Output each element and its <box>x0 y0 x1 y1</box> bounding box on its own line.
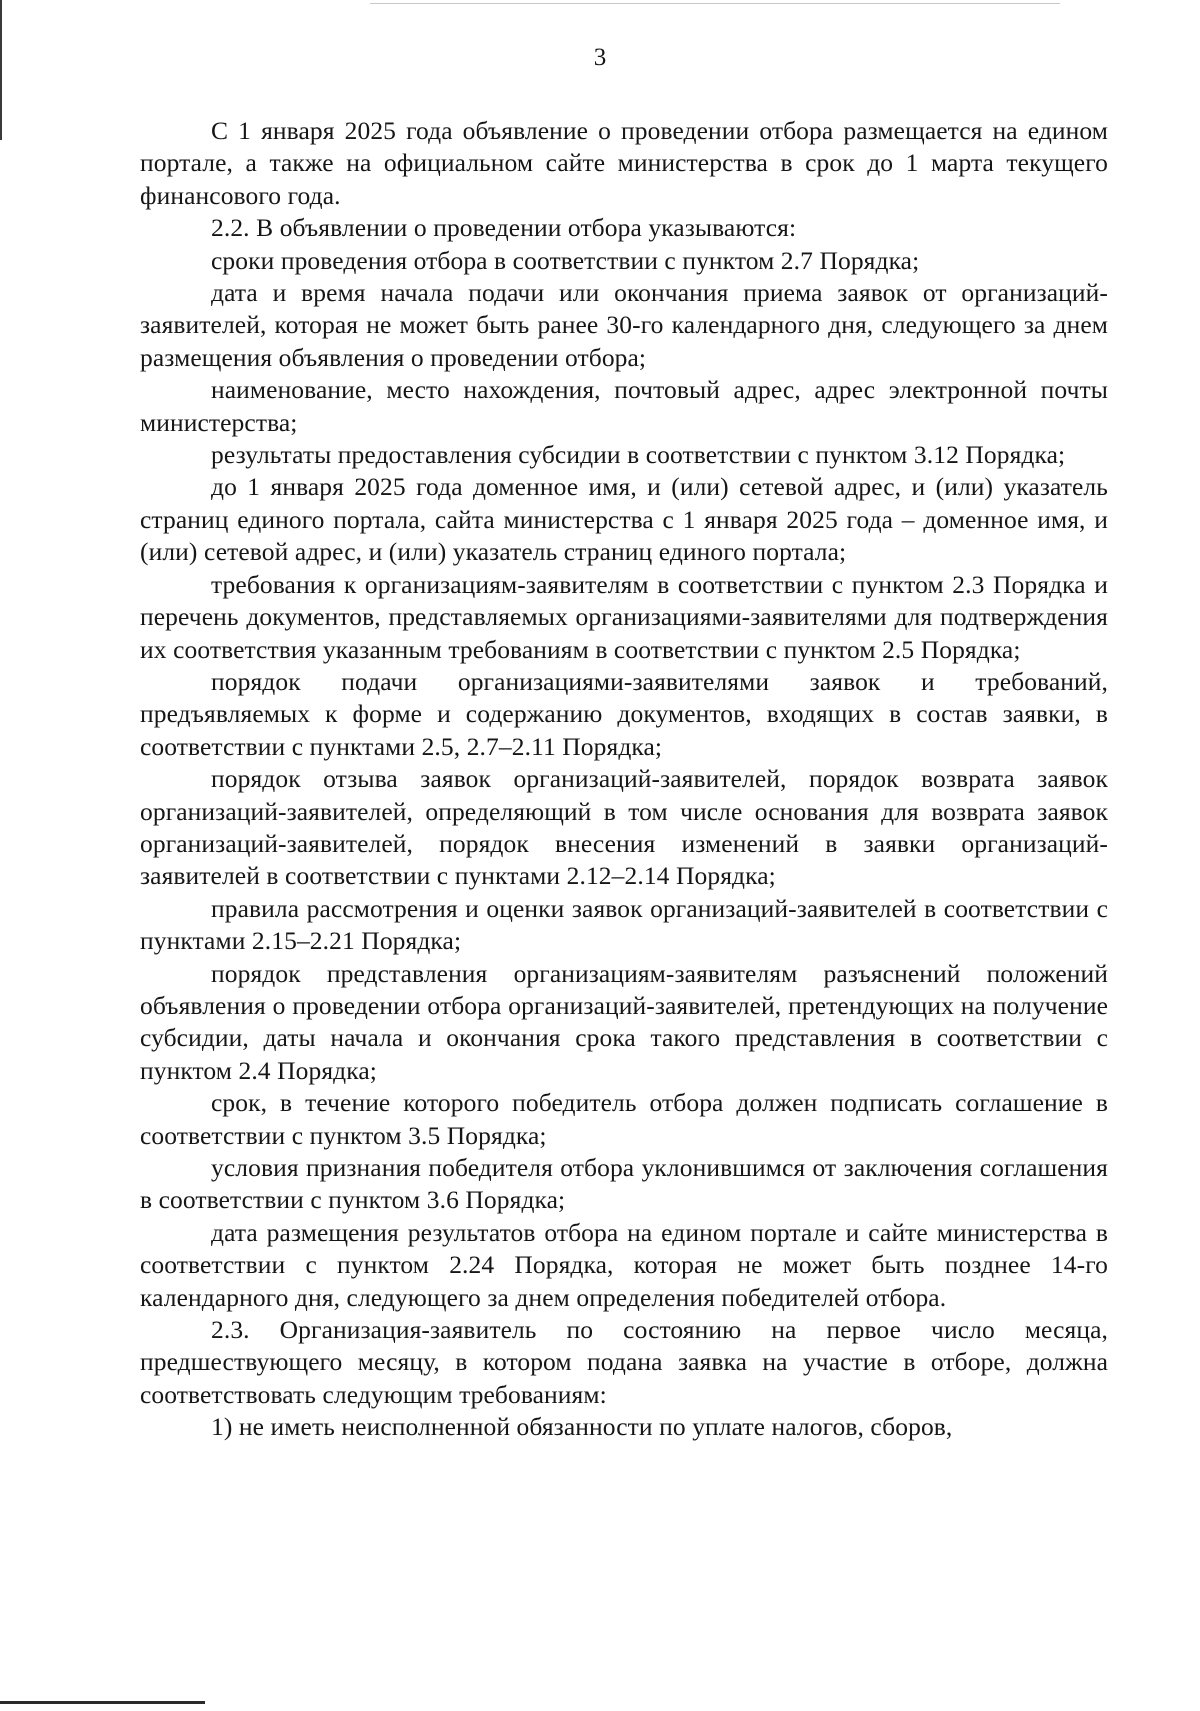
paragraph: требования к организациям-заявителям в соответствии с пунктом 2.3 Порядка и перечень документов, представляемых организациями-заявителями для подтверждения их соответствия указанным требованиям в соответствии с пунктом 2.5 Порядка; <box>140 569 1108 664</box>
paragraph: порядок представления организациям-заявителям разъяснений положений объявления о проведении отбора организаций-заявителей, претендующих на получение субсидии, даты начала и окончания срока такого представления в соответствии с пунктом 2.4 Порядка; <box>140 958 1108 1085</box>
paragraph: 2.3. Организация-заявитель по состоянию на первое число месяца, предшествующего месяцу, в котором подана заявка на участие в отборе, должна соответствовать следующим требованиям: <box>140 1315 1108 1409</box>
page-number: 3 <box>593 44 607 71</box>
paragraph: порядок отзыва заявок организаций-заявителей, порядок возврата заявок организаций-заявителей, определяющий в том числе основания для возврата заявок организаций-заявителей, порядок внесения изменений в заявки организаций-заявителей в соответствии с пунктами 2.12–2.14 Порядка; <box>140 764 1108 891</box>
scan-edge-top <box>370 3 1060 4</box>
document-body <box>140 115 1108 1444</box>
paragraph: 1) не иметь неисполненной обязанности по уплате налогов, сборов, <box>211 1412 953 1442</box>
paragraph: результаты предоставления субсидии в соответствии с пунктом 3.12 Порядка; <box>211 440 1066 470</box>
paragraph: до 1 января 2025 года доменное имя, и (или) сетевой адрес, и (или) указатель страниц единого портала, сайта министерства с 1 января 2025 года – доменное имя, и (или) сетевой адрес, и (или) указатель страниц единого портала; <box>140 472 1108 567</box>
paragraph: правила рассмотрения и оценки заявок организаций-заявителей в соответствии с пунктами 2.15–2.21 Порядка; <box>140 893 1108 956</box>
paragraph: С 1 января 2025 года объявление о проведении отбора размещается на едином портале, а также на официальном сайте министерства в срок до 1 марта текущего финансового года. <box>140 116 1108 210</box>
paragraph: дата размещения результатов отбора на едином портале и сайте министерства в соответствии с пунктом 2.24 Порядка, которая не может быть позднее 14-го календарного дня, следующего за днем определения победителей отбора. <box>140 1217 1108 1312</box>
paragraph: порядок подачи организациями-заявителями заявок и требований, предъявляемых к форме и содержанию документов, входящих в состав заявки, в соответствии с пунктами 2.5, 2.7–2.11 Порядка; <box>140 666 1108 761</box>
paragraph: срок, в течение которого победитель отбора должен подписать соглашение в соответствии с пунктом 3.5 Порядка; <box>140 1088 1108 1150</box>
paragraph: наименование, место нахождения, почтовый адрес, адрес электронной почты министерства; <box>140 375 1108 437</box>
paragraph: дата и время начала подачи или окончания приема заявок от организаций-заявителей, которая не может быть ранее 30-го календарного дня, следующего за днем размещения объявления о проведении отбора; <box>140 278 1108 372</box>
scan-edge-bottom <box>0 1701 205 1704</box>
paragraph: условия признания победителя отбора уклонившимся от заключения соглашения в соответствии с пунктом 3.6 Порядка; <box>140 1153 1108 1215</box>
paragraph: сроки проведения отбора в соответствии с пунктом 2.7 Порядка; <box>211 245 920 275</box>
paragraph: 2.2. В объявлении о проведении отбора указываются: <box>211 213 797 243</box>
